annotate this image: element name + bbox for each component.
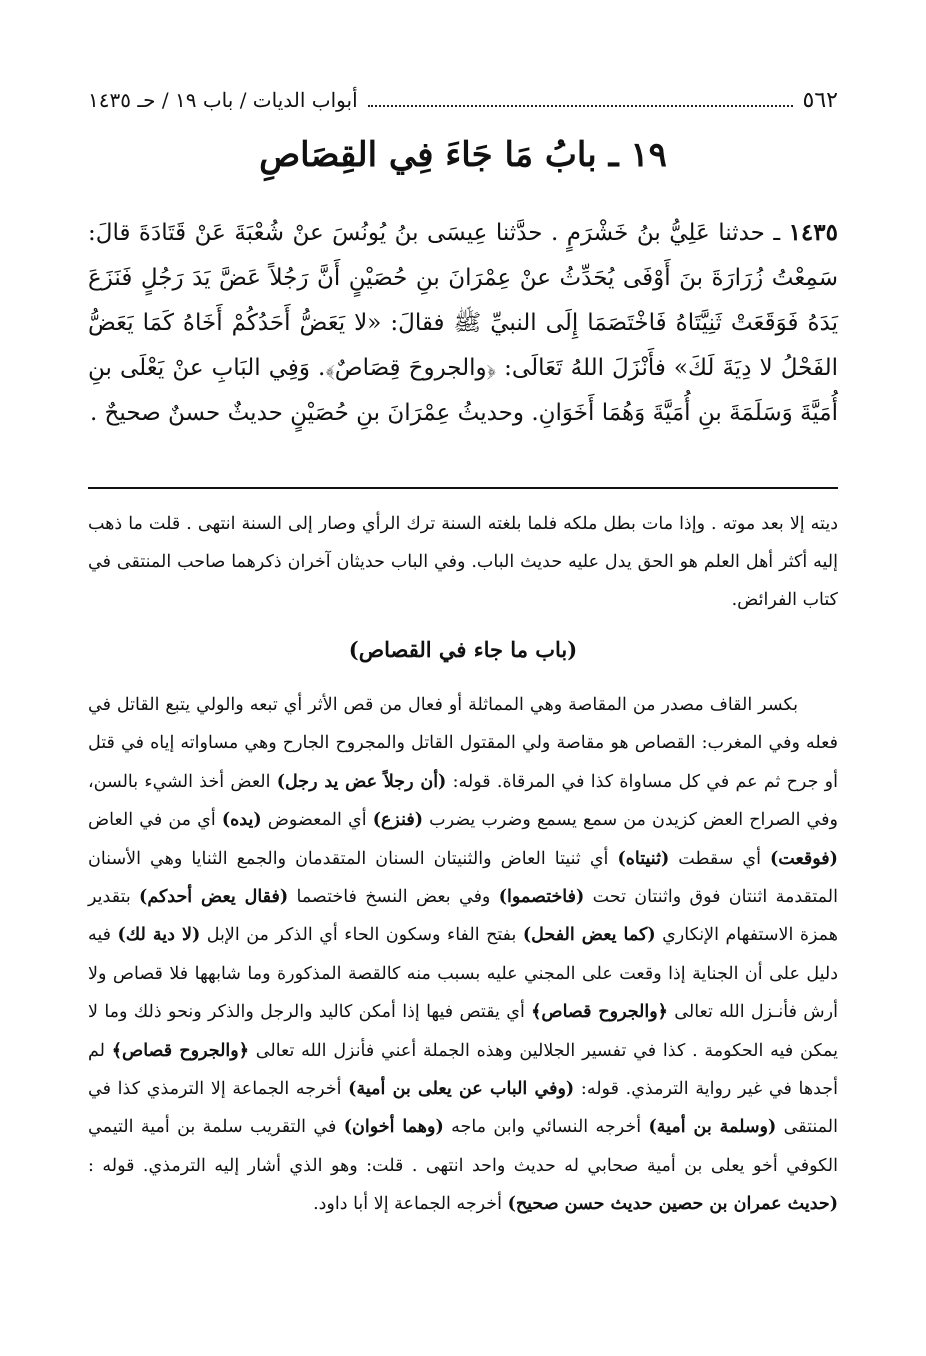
quoted-phrase: (فقال يعض أحدكم) [139,887,289,908]
quoted-phrase: (لا دية لك) [117,925,201,946]
quoted-phrase: (فوقعت) [770,848,838,869]
quoted-phrase: (وفي الباب عن يعلى بن أمية) [348,1079,575,1100]
commentary-text: بفتح الفاء وسكون الحاء أي الذكر من الإبل [206,925,517,946]
quoted-phrase: (فاختصموا) [498,887,585,908]
commentary-text: بكسر القاف مصدر من المقاصة وهي المماثلة أو فعال من قص الأثر أي تبعه والولي يتبع القاتل في فعله وفي المغرب: القصاص هو مقاصة ولي المقتول القاتل والمجروح الجارح وهي مساواته إياه في قتل أو جرح ثم عم في كل مساواة كذا في المرقاة. قوله: [88,695,838,792]
quoted-phrase: ﴿والجروح قصاص﴾ [531,1002,668,1023]
quoted-phrase: (ثنيتاه) [617,848,670,869]
commentary-text: أخرجه الجماعة إلا الترمذي كذا في المنتقى [88,1079,838,1138]
page-number: ٥٦٢ [802,87,838,113]
running-head-title: أبواب الديات / باب ١٩ / حـ ١٤٣٥ [88,88,358,112]
quoted-phrase: (أن رجلاً عض يد رجل) [276,771,447,792]
commentary-text: في التقريب سلمة بن أمية التيمي الكوفي أخو يعلى بن أمية صحابي له حديث واحد انتهى . قلت: وهو الذي أشار إليه الترمذي. قوله : [88,1117,838,1176]
commentary-text: أي من في العاض [88,810,216,831]
hadith-dash: ـ [764,220,781,246]
hadith-text-block [88,210,838,436]
quoted-phrase: (وهما أخوان) [343,1117,444,1138]
quoted-phrase: (كما يعض الفحل) [522,925,656,946]
quoted-phrase: (يده) [221,810,262,831]
chapter-title: ١٩ ـ بابُ مَا جَاءَ فِي القِصَاصِ [259,135,667,175]
commentary-text: وفي بعض النسخ فاختصما [296,887,491,908]
quoted-phrase: ﴿والجروح قصاص﴾ [111,1040,249,1061]
quoted-phrase: (فنزع) [372,810,423,831]
footnote-divider [88,487,838,489]
quoted-phrase: (وسلمة بن أمية) [648,1117,777,1138]
commentary-text: أخرجه الجماعة إلا أبا داود. [313,1194,502,1215]
commentary-text: أي ثنيتا العاض والثنيتان السنان المتقدمان والجمع الثنايا وهي الأسنان المتقدمة اثنتان فوق واثنتان تحت [88,848,838,908]
commentary-text: أي يقتص فيها إذا أمكن كاليد والرجل والذكر ونحو ذلك وما لا يمكن فيه الحكومة . كذا في تفسير الجلالين وهذه الجملة أعني فأنزل الله تعالى [88,1002,838,1061]
dotted-leader [368,93,793,107]
quoted-phrase: (حديث عمران بن حصين حديث حسن صحيح) [507,1194,838,1215]
commentary-text: فيه دليل على أن الجناية إذا وقعت على المجني عليه بسبب منه كالقصة المذكورة وما شابهها فلا قصاص ولا أرش فأنـزل الله تعالى [88,925,838,1023]
commentary-text: بتقدير همزة الاستفهام الإنكاري [88,887,838,946]
commentary-continuation: ديته إلا بعد موته . وإذا مات بطل ملكه فلما بلغته السنة ترك الرأي وصار إلى السنة انتهى . قلت ما ذهب إليه أكثر أهل العلم هو الحق يدل عليه حديث الباب. وفي الباب حديثان آخران ذكرهما صاحب المنتقى في كتاب الفرائض. [88,514,838,610]
commentary-text: لم أجدها في غير رواية الترمذي. قوله: [88,1040,838,1100]
running-head [88,80,838,120]
commentary-section-heading: (باب ما جاء في القصاص) [348,637,578,662]
commentary-body [88,686,838,1224]
hadith-number: ١٤٣٥ [788,219,838,246]
commentary-text: العض أخذ الشيء بالسن، وفي الصراح العض كزيدن من سمع يسمع وضرب يضرب [88,771,838,831]
commentary-text: أي المعضوض [267,810,367,831]
hadith-text: حدثنا عَلِيُّ بنُ خَشْرَمٍ . حدَّثنا عِيسَى بنُ يُونُسَ عنْ شُعْبَةَ عَنْ قَتَادَةَ قالَ: سَمِعْتُ زُرَارَةَ بنَ أَوْفَى يُحَدِّثُ عنْ عِمْرَانَ بنِ حُصَيْنٍ أَنَّ رَجُلاً عَضَّ يَدَ رَجُلٍ فَنَزَعَ يَدَهُ فَوَقَعَتْ ثَنِيَّتَاهُ فَاخْتَصَمَا إِلَى النبيِّ ﷺ فقالَ: «لا يَعَضُّ أَحَدُكُمْ أَخَاهُ كَمَا يَعَضُّ الفَحْلُ لا دِيَةَ لَكَ» فأَنْزَلَ اللهُ تَعَالَى: ﴿والجروحَ قِصَاصٌ﴾. وَفِي البَابِ عنْ يَعْلَى بنِ أُمَيَّةَ وَسَلَمَةَ بنِ أُمَيَّةَ وَهُمَا أَخَوَانِ. وحديثُ عِمْرَانَ بنِ حُصَيْنٍ حديثٌ حسنٌ صحيحٌ . [88,220,838,426]
commentary-text: أخرجه النسائي وابن ماجه [451,1117,642,1138]
commentary-text: أي سقطت [678,848,761,869]
